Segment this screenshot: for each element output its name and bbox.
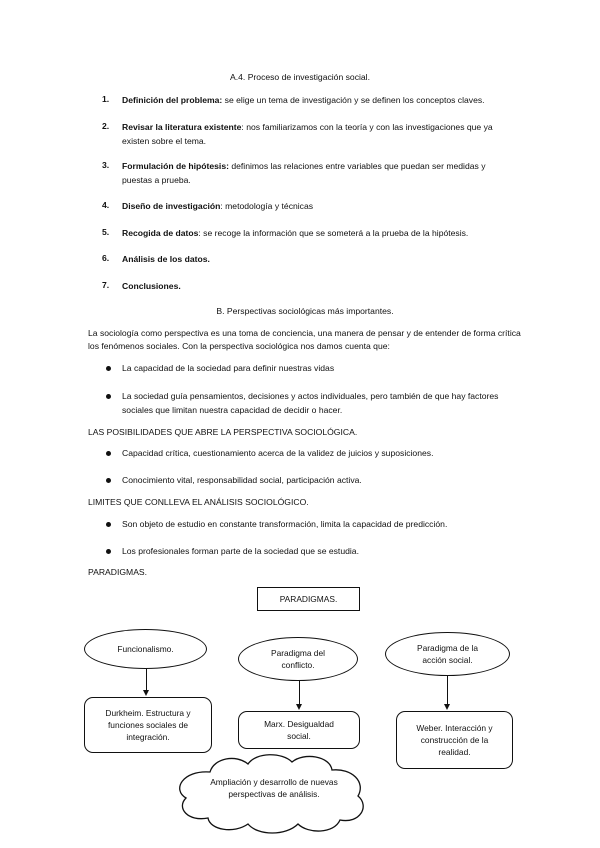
- arrow-line: [299, 681, 300, 705]
- bullet-dot: [106, 394, 111, 399]
- box-weber: Weber. Interacción y construcción de la realidad.: [396, 711, 513, 769]
- bullet-dot: [106, 366, 111, 371]
- step-number: 4.: [102, 200, 110, 210]
- heading-paradigmas: PARADIGMAS.: [88, 567, 148, 577]
- bullet-dot: [106, 451, 111, 456]
- bullet-dot: [106, 522, 111, 527]
- oval-conflicto: Paradigma del conflicto.: [238, 637, 358, 681]
- box-marx: Marx. Desigualdad social.: [238, 711, 360, 749]
- step-number: 7.: [102, 280, 110, 290]
- heading-b: B. Perspectivas sociológicas más importantes.: [216, 306, 394, 316]
- heading-a: A.4. Proceso de investigación social.: [230, 72, 370, 82]
- oval-funcionalismo: Funcionalismo.: [84, 629, 207, 669]
- bullet-item: Son objeto de estudio en constante transformación, limita la capacidad de predicción.: [122, 519, 448, 529]
- step-2: Revisar la literatura existente: nos familiarizamos con la teoría y con las investigaciones que ya existen sobre el tema.: [122, 122, 493, 146]
- step-number: 6.: [102, 253, 110, 263]
- intro-paragraph: La sociología como perspectiva es una toma de conciencia, una manera de pensar y de entender de forma crítica los fenómenos sociales. Con la perspectiva sociológica nos damos cuenta que:: [88, 328, 521, 351]
- cloud-text: Ampliación y desarrollo de nuevas perspectivas de análisis.: [210, 777, 338, 799]
- step-5: Recogida de datos: se recoge la información que se someterá a la prueba de la hipótesis.: [122, 228, 469, 238]
- arrow-head: [444, 704, 450, 710]
- arrow-head: [143, 690, 149, 696]
- box-durkheim: Durkheim. Estructura y funciones sociales de integración.: [84, 697, 212, 753]
- heading-posibilidades: LAS POSIBILIDADES QUE ABRE LA PERSPECTIVA SOCIOLÓGICA.: [88, 427, 358, 437]
- step-1: Definición del problema: se elige un tema de investigación y se definen los conceptos claves.: [122, 95, 485, 105]
- oval-accion-social: Paradigma de la acción social.: [385, 632, 510, 676]
- arrow-line: [447, 676, 448, 705]
- step-number: 5.: [102, 227, 110, 237]
- bullet-item: Capacidad crítica, cuestionamiento acerca de la validez de juicios y suposiciones.: [122, 448, 434, 458]
- arrow-line: [146, 669, 147, 691]
- step-number: 1.: [102, 94, 110, 104]
- step-number: 3.: [102, 160, 110, 170]
- step-3: Formulación de hipótesis: definimos las relaciones entre variables que puedan ser medidas y puestas a prueba.: [122, 161, 486, 185]
- diagram-top-box: PARADIGMAS.: [257, 587, 360, 611]
- arrow-head: [296, 704, 302, 710]
- heading-limites: LIMITES QUE CONLLEVA EL ANÁLISIS SOCIOLÓGICO.: [88, 497, 309, 507]
- bullet-dot: [106, 478, 111, 483]
- bullet-item: La capacidad de la sociedad para definir nuestras vidas: [122, 363, 335, 373]
- bullet-dot: [106, 549, 111, 554]
- step-number: 2.: [102, 121, 110, 131]
- bullet-item: La sociedad guía pensamientos, decisiones y actos individuales, pero también de que hay factores sociales que limitan nuestra capacidad de decidir o hacer.: [122, 391, 499, 415]
- bullet-item: Los profesionales forman parte de la sociedad que se estudia.: [122, 546, 359, 556]
- bullet-item: Conocimiento vital, responsabilidad social, participación activa.: [122, 475, 362, 485]
- step-6: Análisis de los datos.: [122, 254, 210, 264]
- step-7: Conclusiones.: [122, 281, 181, 291]
- step-4: Diseño de investigación: metodología y técnicas: [122, 201, 314, 211]
